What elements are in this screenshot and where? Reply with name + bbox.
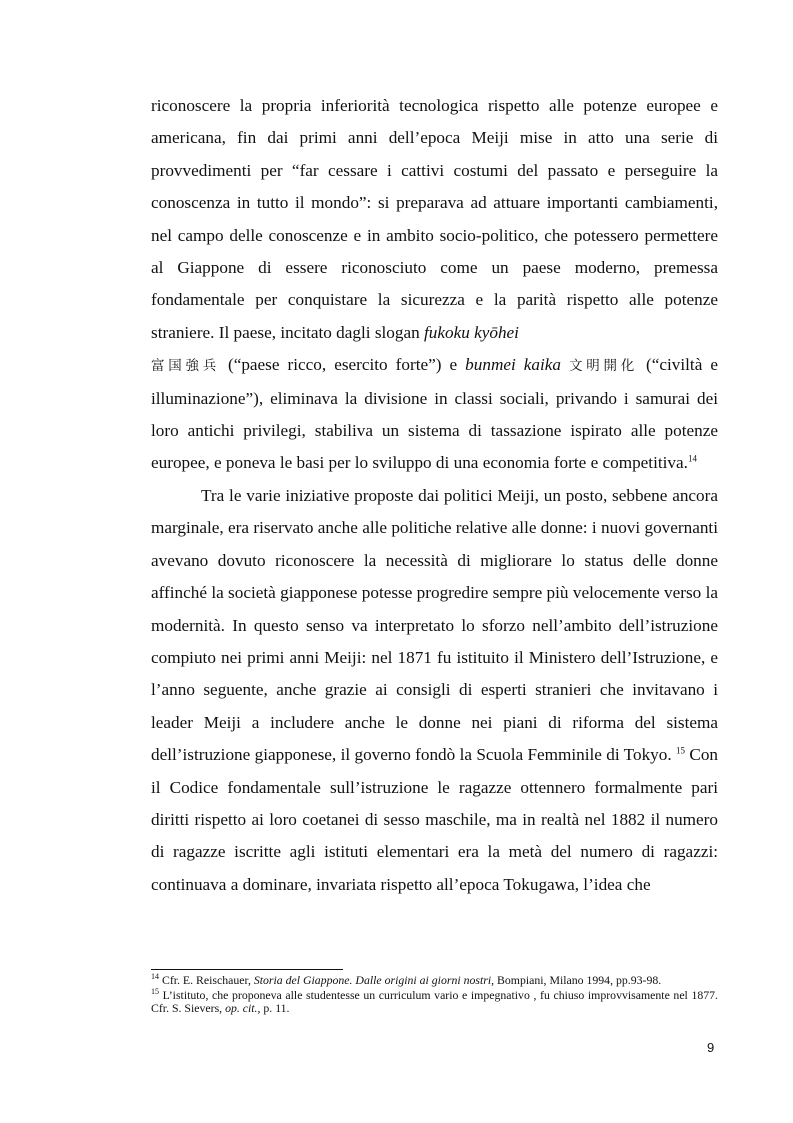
- page-number: 9: [707, 1040, 715, 1055]
- footnote-ref-14[interactable]: 14: [687, 453, 697, 464]
- term-fukoku-kyohei: fukoku kyōhei: [424, 322, 519, 342]
- paragraph-1-text-3: (“civiltà e illuminazione”), eliminava la divisione in classi sociali, privando i samurai dei loro antichi privilegi, stabiliva un sistema di tassazione ispirato alle potenze europee, e poneva le basi per lo sviluppo di una economia forte e competitiva.: [151, 355, 718, 473]
- paragraph-2-text: Tra le varie iniziative proposte dai politici Meiji, un posto, sebbene ancora marginale, era riservato anche alle politiche relative alle donne: i nuovi governanti avevano dovuto riconoscere la necessità di migliorare lo status delle donne affinché la società giapponese potesse progredire sempre più velocemente verso la modernità. In questo senso va interpretato lo sforzo nell’ambito dell’istruzione compiuto nei primi anni Meiji: nel 1871 fu istituito il Ministero dell’Istruzione, e l’anno seguente, anche grazie ai consigli di esperti stranieri che invitavano i leader Meiji a includere anche le donne nei piani di riforma del sistema dell’istruzione giapponese, il governo fondò la Scuola Femminile di Tokyo.: [151, 485, 718, 765]
- footnote-14-text-2: , Bompiani, Milano 1994, pp.93-98.: [491, 973, 662, 987]
- footnote-14-title: Storia del Giappone. Dalle origini ai giorni nostri: [253, 973, 492, 987]
- footnotes: [151, 974, 718, 1017]
- term-bunmei-kaika: bunmei kaika: [465, 355, 562, 375]
- footnote-15-text-2: , p. 11.: [257, 1001, 290, 1016]
- footnote-15: [151, 986, 718, 1016]
- paragraph-1-text-2: (“paese ricco, esercito forte”) e: [219, 355, 466, 375]
- kanji-bunmei-kaika: 文明開化: [569, 358, 638, 375]
- kanji-fukoku-kyohei: 富国強兵: [151, 358, 220, 375]
- footnote-15-title: op. cit.: [225, 1001, 258, 1016]
- footnote-14-text: Cfr. E. Reischauer,: [159, 973, 254, 987]
- body-text: [151, 90, 718, 901]
- footnote-15-text: L’istituto, che proponeva alle studentesse un curriculum vario e impegnativo , fu chiuso improvvisamente nel 1877. Cfr. S. Sievers,: [151, 987, 718, 1016]
- footnote-14: [151, 974, 718, 988]
- footnote-separator: [151, 969, 343, 970]
- paragraph-2: [151, 480, 718, 901]
- paragraph-2-text-2: Con il Codice fondamentale sull’istruzione le ragazze ottennero formalmente pari diritti rispetto ai loro coetanei di sesso maschile, ma in realtà nel 1882 il numero di ragazze iscritte agli istituti elementari era la metà del numero di ragazzi: continuava a dominare, invariata rispetto all’epoca Tokugawa, l’idea che: [151, 745, 719, 894]
- footnote-number-14: 14: [151, 972, 159, 982]
- footnote-number-15: 15: [151, 986, 159, 996]
- paragraph-1-text: riconoscere la propria inferiorità tecnologica rispetto alle potenze europee e americana, fin dai primi anni dell’epoca Meiji mise in atto una serie di provvedimenti per “far cessare i cattivi costumi del passato e perseguire la conoscenza in tutto il mondo”: si preparava ad attuare importanti cambiamenti, nel campo delle conoscenze e in ambito socio-politico, che potessero permettere al Giappone di essere riconosciuto come un paese moderno, premessa fondamentale per conquistare la sicurezza e la parità rispetto alle potenze straniere. Il paese, incitato dagli slogan: [151, 96, 718, 342]
- paragraph-1: [151, 90, 718, 480]
- footnote-ref-15[interactable]: 15: [676, 745, 686, 756]
